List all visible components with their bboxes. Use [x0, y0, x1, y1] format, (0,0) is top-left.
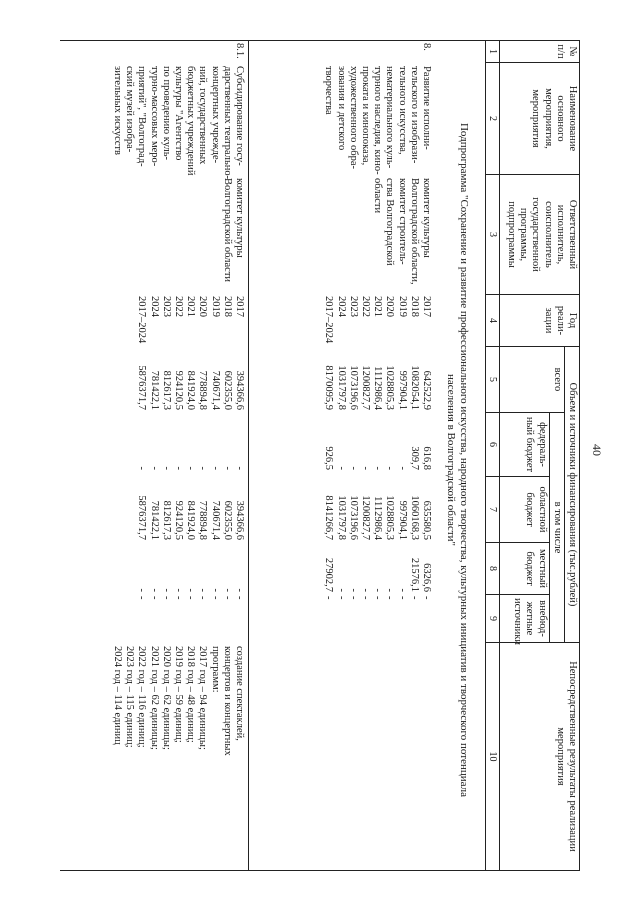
reg-cell: 602355,0 [221, 500, 233, 540]
loc-cell: 21576,1 [408, 557, 420, 592]
loc-cell: - [185, 588, 197, 592]
exec-column [371, 178, 432, 292]
total-cell: 394366,6 [234, 370, 245, 410]
ext-cell: - [221, 596, 233, 600]
reg-cell: 8141266,7 [323, 495, 335, 540]
fed-cell: - [148, 466, 160, 470]
fed-cell: - [185, 466, 197, 470]
result-cell: 2021 год – 62 единицы; [148, 646, 160, 750]
years-cell: 2017–2024 [136, 296, 148, 344]
years-cell: 2017 [421, 296, 432, 317]
loc-column [322, 544, 432, 592]
reg-cell: 781422,1 [148, 500, 160, 540]
fed-cell: - [360, 466, 372, 470]
loc-cell: - [347, 588, 359, 592]
col-number: 7 [485, 477, 499, 543]
col-number: 1 [485, 41, 499, 63]
exec-cell: Волгоградской области [221, 178, 233, 283]
reg-cell: 778894,8 [197, 500, 209, 540]
col-number: 8 [485, 543, 499, 595]
name-cell: зительных искусств [112, 66, 124, 155]
total-column [135, 348, 245, 410]
header-incl: в том числе [549, 413, 564, 643]
total-cell: 8170095,9 [323, 365, 335, 410]
name-cell: приятий", "Волгоград- [136, 66, 148, 167]
ext-cell: - [209, 596, 221, 600]
years-cell: 2020 [197, 296, 209, 317]
loc-cell: - [396, 588, 408, 592]
years-cell: 2024 [148, 296, 160, 317]
name-column [322, 66, 432, 175]
years-cell: 2017–2024 [323, 296, 335, 344]
rotated-table [60, 40, 580, 870]
ext-cell: - [347, 596, 359, 600]
total-cell: 924120,5 [173, 370, 185, 410]
header-exec: Ответственный исполнитель, соисполнитель государственной программы, подпрограммы [499, 175, 579, 295]
reg-cell: 1112986,4 [372, 496, 384, 540]
ext-cell: - [408, 596, 420, 600]
loc-cell: - [234, 588, 245, 592]
total-cell: 1082054,1 [408, 365, 420, 410]
header-name: Наименование основного мероприятия, мероприятия [499, 63, 579, 175]
fed-cell: - [221, 466, 233, 470]
fed-column [322, 414, 432, 470]
years-cell: 2018 [221, 296, 233, 317]
col-number: 10 [485, 643, 499, 871]
total-cell: 778894,8 [197, 370, 209, 410]
reg-cell: 5876371,7 [136, 495, 148, 540]
fed-cell: - [136, 466, 148, 470]
ext-cell: - [160, 596, 172, 600]
ext-cell: - [173, 596, 185, 600]
name-cell: ский музей изобра- [124, 66, 136, 153]
years-cell: 2019 [396, 296, 408, 317]
name-cell: нематериального куль- [384, 66, 396, 169]
fed-column [135, 414, 245, 470]
name-cell: проката и кинопоказа, [360, 66, 372, 166]
fed-cell: - [347, 466, 359, 470]
fed-cell: - [209, 466, 221, 470]
row-separator [248, 40, 249, 870]
result-cell: 2024 год – 114 единиц [112, 646, 124, 745]
header-ext: внебюд-жетные источники [499, 595, 549, 643]
col-number: 3 [485, 175, 499, 295]
name-column [111, 66, 245, 180]
loc-cell: - [372, 588, 384, 592]
reg-column [322, 478, 432, 540]
fed-cell: - [160, 466, 172, 470]
result-cell: программ: [209, 646, 221, 693]
total-cell: 5876371,7 [136, 365, 148, 410]
name-cell: турного наследия, кино- [372, 66, 384, 175]
col-number: 9 [485, 595, 499, 643]
ext-cell: - [384, 596, 396, 600]
result-cell: 2023 год – 115 единиц; [124, 646, 136, 748]
years-cell: 2024 [335, 296, 347, 317]
years-column [135, 296, 245, 344]
result-cell: концертов и концертных [221, 646, 233, 756]
ext-cell: - [396, 596, 408, 600]
total-cell: 1073196,6 [347, 365, 359, 410]
years-cell: 2019 [209, 296, 221, 317]
years-cell: 2022 [173, 296, 185, 317]
exec-cell: области [372, 178, 384, 214]
loc-column [135, 544, 245, 592]
total-cell: 602355,0 [221, 370, 233, 410]
loc-cell: - [197, 588, 209, 592]
total-column [322, 348, 432, 410]
name-cell: художественного обра- [347, 66, 359, 170]
reg-cell: 841924,0 [185, 500, 197, 540]
loc-cell: - [221, 588, 233, 592]
ext-cell: - [421, 596, 432, 600]
loc-cell: - [360, 588, 372, 592]
years-column [322, 296, 432, 344]
result-cell: создание спектаклей, [234, 646, 245, 741]
reg-cell: 812617,3 [160, 500, 172, 540]
column-border [60, 870, 488, 871]
loc-cell: - [335, 588, 347, 592]
exec-cell: ства Волгоградской [384, 178, 396, 266]
subprogram-title: Подпрограмма "Сохранение и развитие профессионального искусства, народного творчества, культурных инициатив и творческого потенциала населения в Волгоградской области" [445, 122, 470, 797]
total-cell: 1028805,3 [384, 365, 396, 410]
loc-cell: - [173, 588, 185, 592]
name-cell: Субсидирование госу- [234, 66, 245, 166]
result-cell: 2017 год – 94 единицы; [197, 646, 209, 750]
ext-cell: - [148, 596, 160, 600]
loc-cell: - [384, 588, 396, 592]
ext-cell: - [185, 596, 197, 600]
col-number: 6 [485, 413, 499, 477]
reg-cell: 635580,5 [421, 500, 432, 540]
name-cell: тельского и изобрази- [408, 66, 420, 164]
ext-cell: - [234, 596, 245, 600]
name-cell: дарственных театрально- [221, 66, 233, 180]
reg-cell: 924120,5 [173, 500, 185, 540]
column-numbers-row [485, 41, 499, 871]
column-border [60, 40, 488, 41]
years-cell: 2023 [160, 296, 172, 317]
col-number: 4 [485, 295, 499, 347]
header-reg: областной бюджет [499, 477, 549, 543]
header-volume: Объем и источники финансирования (тыс.рублей) [564, 347, 579, 643]
name-cell: бюджетных учреждений [185, 66, 197, 176]
reg-cell: 394366,6 [234, 500, 245, 540]
years-cell: 2020 [384, 296, 396, 317]
exec-cell: Волгоградской области, [408, 178, 420, 285]
exec-cell: комитет культуры [421, 178, 432, 258]
reg-cell: 1060168,3 [408, 495, 420, 540]
row-number: 8. [421, 43, 432, 51]
ext-cell: - [323, 596, 335, 600]
years-cell: 2018 [408, 296, 420, 317]
result-column [111, 646, 245, 868]
reg-cell: 1200827,7 [360, 495, 372, 540]
ext-cell: - [372, 596, 384, 600]
name-cell: зования и детского [335, 66, 347, 151]
total-cell: 781422,1 [148, 370, 160, 410]
fed-cell: - [173, 466, 185, 470]
loc-cell: - [160, 588, 172, 592]
result-cell: 2020 год – 62 единицы; [160, 646, 172, 750]
ext-column [322, 596, 432, 640]
result-cell: 2018 год – 48 единиц; [185, 646, 197, 743]
reg-cell: 1031797,8 [335, 495, 347, 540]
fed-cell: - [197, 466, 209, 470]
exec-cell: комитет строитель- [396, 178, 408, 265]
total-cell: 1112986,4 [372, 366, 384, 410]
years-cell: 2021 [372, 296, 384, 317]
reg-cell: 997904,1 [396, 500, 408, 540]
header-num: № п/п [499, 41, 579, 63]
name-cell: культуры "Агентство [173, 66, 185, 161]
name-cell: тельного искусства, [396, 66, 408, 155]
exec-column [221, 178, 245, 292]
name-cell: концертных учрежде- [209, 66, 221, 164]
total-cell: 642522,9 [421, 370, 432, 410]
header-fed: федераль-ный бюджет [499, 413, 549, 477]
loc-cell: - [136, 588, 148, 592]
header-year: Год реали-зации [499, 295, 579, 347]
ext-column [135, 596, 245, 640]
row-number: 8.1. [234, 43, 245, 59]
fed-cell: - [234, 466, 245, 470]
reg-cell: 1028805,3 [384, 495, 396, 540]
loc-cell: 6326,6 [421, 563, 432, 592]
header-result: Непосредственные результаты реализации мероприятия [499, 643, 579, 871]
ext-cell: - [335, 596, 347, 600]
total-cell: 1200827,7 [360, 365, 372, 410]
years-cell: 2022 [360, 296, 372, 317]
col-number: 5 [485, 347, 499, 413]
years-cell: 2023 [347, 296, 359, 317]
reg-cell: 740671,4 [209, 500, 221, 540]
total-cell: 740671,4 [209, 370, 221, 410]
result-cell: 2022 год – 116 единиц; [136, 646, 148, 748]
reg-cell: 1073196,6 [347, 495, 359, 540]
loc-cell: 27902,7 [323, 557, 335, 592]
exec-cell: комитет культуры [234, 178, 245, 258]
total-cell: 841924,0 [185, 370, 197, 410]
years-cell: 2017 [234, 296, 245, 317]
loc-cell: - [148, 588, 160, 592]
name-cell: Развитие исполни- [421, 66, 432, 150]
ext-cell: - [197, 596, 209, 600]
name-cell: ний, государственных [197, 66, 209, 165]
header-loc: местный бюджет [499, 543, 549, 595]
fed-cell: 616,8 [421, 446, 432, 470]
ext-cell: - [360, 596, 372, 600]
fed-cell: - [335, 466, 347, 470]
ext-cell: - [136, 596, 148, 600]
total-cell: 1031797,8 [335, 365, 347, 410]
col-number: 2 [485, 63, 499, 175]
page-number: 40 [590, 444, 604, 456]
fed-cell: - [372, 466, 384, 470]
fed-cell: 926,5 [323, 446, 335, 470]
total-cell: 997904,1 [396, 370, 408, 410]
loc-cell: - [209, 588, 221, 592]
name-cell: творчества [323, 66, 335, 115]
reg-column [135, 478, 245, 540]
result-cell: 2019 год – 59 единиц; [173, 646, 185, 743]
header-total: всего [499, 347, 564, 413]
fed-cell: - [384, 466, 396, 470]
fed-cell: - [396, 466, 408, 470]
fed-cell: 309,7 [408, 446, 420, 470]
total-cell: 812617,3 [160, 370, 172, 410]
name-cell: турно-массовых меро- [148, 66, 160, 167]
years-cell: 2021 [185, 296, 197, 317]
financing-table [485, 40, 580, 871]
name-cell: по проведению куль- [160, 66, 172, 161]
